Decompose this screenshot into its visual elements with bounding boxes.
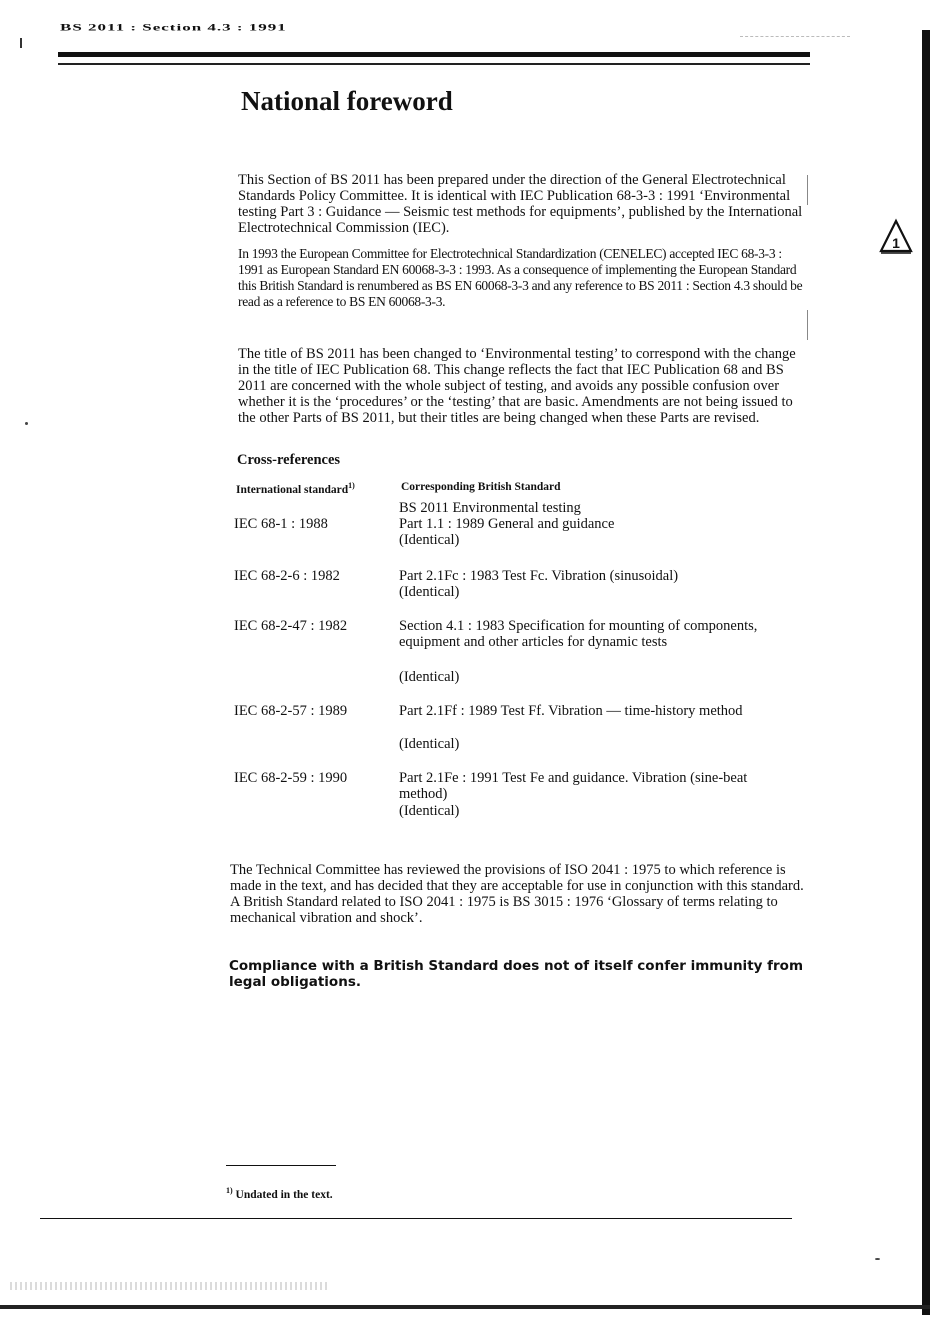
table-row (234, 703, 814, 755)
scan-speck (20, 38, 22, 48)
column-header-international: International standard$^{1)}$ (236, 481, 355, 496)
change-bar (807, 175, 808, 205)
header-rule-thick (58, 52, 810, 57)
page-title: National foreword (241, 86, 453, 116)
foreword-paragraph-3: The title of BS 2011 has been changed to ‘Environmental testing’ to correspond with the change in the title of IEC Publication 68. This change reflects the fact that IEC Publication 68 and BS 2011 are concerned with the whole subject of testing, and avoids any possible confusion over whether it is the ‘procedures’ or the ‘testing’ that are basic. Amendments are not being issued to the other Parts of BS 2011, but their titles are being changed when these Parts are revised. (238, 346, 796, 426)
running-header: BS 2011 : Section 4.3 : 1991 (60, 22, 287, 33)
table-row (234, 500, 814, 552)
scan-noise (10, 1282, 330, 1290)
header-rule-thin (58, 63, 810, 65)
equivalence: (Identical) (399, 584, 460, 600)
equivalence: (Identical) (399, 532, 460, 548)
international-standard: IEC 68-2-59 : 1990 (234, 770, 348, 786)
british-standard: Part 1.1 : 1989 General and guidance (399, 516, 615, 532)
footnote: $^{1)}$ Undated in the text. (226, 1186, 333, 1201)
foreword-paragraph-2: In 1993 the European Committee for Electrotechnical Standardization (CENELEC) accepted IEC 68-3-3 : 1991 as European Standard EN 60068-3-3 : 1993. As a consequence of implementing the European Standard this British Standard is renumbered as BS EN 60068-3-3 and any reference to BS 2011 : Section 4.3 should be read as a reference to BS EN 60068-3-3. (238, 246, 803, 309)
page-right-edge (922, 30, 930, 1315)
international-standard: IEC 68-2-57 : 1989 (234, 703, 348, 719)
cross-references-heading: Cross-references (237, 452, 341, 468)
table-row (234, 618, 814, 686)
equivalence: (Identical) (399, 736, 460, 752)
equivalence: (Identical) (399, 669, 460, 685)
series-title: BS 2011 Environmental testing (399, 500, 581, 516)
british-standard: Part 2.1Fc : 1983 Test Fc. Vibration (sinusoidal) (399, 568, 679, 584)
amendment-number: 1 (892, 235, 900, 251)
foreword-paragraph-1: This Section of BS 2011 has been prepared under the direction of the General Electrotechnical Standards Policy Committee. It is identical with IEC Publication 68-3-3 : 1991 ‘Environmental testing Part 3 : Guidance — Seismic test methods for equipments’, published by the International Electrotechnical Commission (IEC). (238, 172, 803, 236)
column-header-british: Corresponding British Standard (401, 481, 561, 493)
footer-rule (40, 1218, 792, 1219)
scan-speck (875, 1258, 880, 1260)
international-standard: IEC 68-2-6 : 1982 (234, 568, 340, 584)
footnote-rule (226, 1165, 336, 1166)
international-standard: IEC 68-2-47 : 1982 (234, 618, 348, 634)
british-standard: Part 2.1Fe : 1991 Test Fe and guidance. Vibration (sine-beat method) (399, 770, 748, 802)
foreword-paragraph-4: The Technical Committee has reviewed the provisions of ISO 2041 : 1975 to which reference is made in the text, and has decided that they are acceptable for use in conjunction with this standard. A British Standard related to ISO 2041 : 1975 is BS 3015 : 1976 ‘Glossary of terms relating to mechanical vibration and shock’. (230, 862, 804, 926)
equivalence: (Identical) (399, 803, 460, 819)
compliance-statement: Compliance with a British Standard does not of itself confer immunity from legal obligations. (229, 958, 804, 990)
page-bottom-edge (0, 1305, 930, 1309)
table-row (234, 568, 814, 602)
warning-triangle-1-icon (878, 218, 914, 256)
british-standard: Part 2.1Ff : 1989 Test Ff. Vibration — time-history method (399, 703, 743, 719)
scan-dash (740, 36, 850, 38)
international-standard: IEC 68-1 : 1988 (234, 516, 328, 532)
scan-speck (25, 422, 28, 425)
table-row (234, 770, 814, 822)
change-bar (807, 310, 808, 340)
british-standard: Section 4.1 : 1983 Specification for mounting of components, equipment and other articles for dynamic tests (399, 618, 758, 650)
